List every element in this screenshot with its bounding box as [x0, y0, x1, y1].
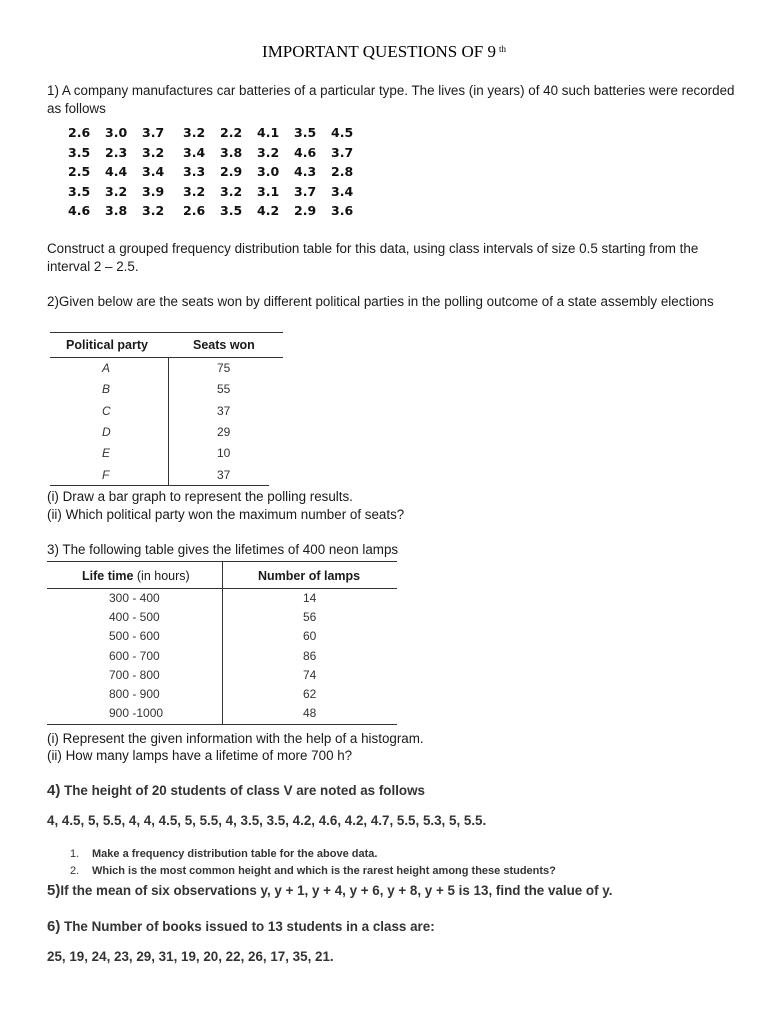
battery-value: 3.0 — [257, 164, 280, 180]
q6-data: 25, 19, 24, 23, 29, 31, 19, 20, 22, 26, 17, 35, 21. — [47, 949, 334, 964]
battery-value: 4.6 — [68, 203, 91, 219]
lamps-header-count: Number of lamps — [258, 569, 361, 583]
lamps-range-cell: 400 - 500 — [109, 610, 160, 625]
seats-party-cell: D — [102, 424, 111, 439]
list-item — [70, 863, 556, 880]
q2-sub1: (i) Draw a bar graph to represent the polling results. — [47, 489, 353, 504]
q6-heading — [47, 918, 737, 936]
battery-value: 3.2 — [257, 144, 280, 160]
lamps-count-cell: 60 — [303, 629, 317, 644]
battery-data-row — [68, 201, 368, 221]
seats-party-cell: F — [102, 467, 110, 482]
battery-value: 3.3 — [183, 164, 206, 180]
seats-won-cell: 37 — [217, 467, 231, 482]
q5-number: 5) — [47, 882, 61, 899]
q5-text: If the mean of six observations y, y + 1, y + 4, y + 6, y + 8, y + 5 is 13, find the value of y. — [60, 883, 613, 898]
battery-data-grid — [68, 123, 368, 221]
table-rule — [50, 357, 283, 358]
lamps-range-cell: 600 - 700 — [109, 648, 160, 663]
battery-value: 3.2 — [220, 183, 243, 199]
q4-number: 4) — [47, 782, 61, 799]
battery-value: 3.7 — [142, 125, 165, 141]
lamps-header-lifetime-bold: Life time — [82, 569, 134, 583]
list-number: 2. — [70, 865, 80, 877]
list-text: Which is the most common height and which is the rarest height among these students? — [92, 865, 556, 877]
battery-value: 3.2 — [183, 183, 206, 199]
lamps-count-cell: 74 — [303, 667, 317, 682]
battery-value: 3.5 — [220, 203, 243, 219]
lamps-range-cell: 800 - 900 — [109, 687, 160, 701]
seats-party-cell: C — [102, 403, 111, 418]
battery-value: 4.5 — [331, 125, 354, 141]
lamps-range-cell: 300 - 400 — [109, 591, 160, 605]
battery-value: 3.5 — [68, 183, 91, 199]
seats-won-cell: 37 — [217, 403, 231, 418]
battery-value: 2.5 — [68, 164, 91, 180]
battery-value: 4.4 — [105, 164, 128, 180]
lamps-count-cell: 62 — [303, 687, 317, 701]
battery-value: 3.5 — [294, 125, 317, 141]
lamps-range-cell: 900 -1000 — [109, 706, 164, 721]
q1-text: 1) A company manufactures car batteries of a particular type. The lives (in years) of 40 such batteries were recorded as follows — [47, 83, 735, 116]
battery-value: 3.1 — [257, 183, 280, 199]
seats-won-cell: 75 — [217, 361, 231, 375]
battery-value: 4.6 — [294, 144, 317, 160]
battery-data-row — [68, 143, 368, 163]
q5-heading — [47, 882, 737, 900]
battery-value: 3.2 — [142, 144, 165, 160]
table-rule — [222, 561, 223, 724]
table-rule — [47, 724, 397, 725]
lamps-range-cell: 700 - 800 — [109, 667, 160, 682]
battery-data-row — [68, 182, 368, 202]
q4-heading — [47, 782, 737, 800]
battery-value: 3.9 — [142, 183, 165, 199]
battery-value: 2.3 — [105, 144, 128, 160]
battery-value: 2.8 — [331, 164, 354, 180]
seats-won-cell: 29 — [217, 424, 231, 439]
battery-value: 2.9 — [294, 203, 317, 219]
page-title — [0, 42, 768, 62]
battery-data-row — [68, 123, 368, 143]
list-item — [70, 846, 556, 863]
q1-instruction: Construct a grouped frequency distribution table for this data, using class intervals of size 0.5 starting from the interval 2 – 2.5. — [47, 241, 699, 274]
battery-value: 3.4 — [331, 183, 354, 199]
page-title-sup: th — [498, 44, 506, 54]
lamps-count-cell: 14 — [303, 591, 317, 605]
battery-value: 3.2 — [105, 183, 128, 199]
lamps-header-lifetime-unit: (in hours) — [133, 569, 190, 583]
q2-text: 2)Given below are the seats won by different political parties in the polling outcome of a state assembly elections — [47, 294, 714, 309]
q3-text: 3) The following table gives the lifetimes of 400 neon lamps — [47, 542, 399, 557]
battery-value: 2.2 — [220, 125, 243, 141]
battery-value: 3.7 — [331, 144, 354, 160]
table-rule — [50, 485, 269, 486]
battery-value: 3.0 — [105, 125, 128, 141]
lamps-count-cell: 86 — [303, 648, 317, 663]
q3-sub1: (i) Represent the given information with the help of a histogram. — [47, 731, 424, 746]
q6-number: 6) — [47, 918, 61, 935]
q2-sub2: (ii) Which political party won the maximum number of seats? — [47, 507, 405, 522]
battery-value: 3.6 — [331, 203, 354, 219]
battery-value: 4.3 — [294, 164, 317, 180]
battery-value: 2.9 — [220, 164, 243, 180]
list-text: Make a frequency distribution table for the above data. — [92, 848, 378, 860]
lamps-count-cell: 56 — [303, 610, 317, 625]
battery-value: 3.2 — [142, 203, 165, 219]
lamps-header-lifetime — [82, 569, 190, 583]
seats-won-cell: 10 — [217, 446, 231, 461]
lamps-range-cell: 500 - 600 — [109, 629, 160, 644]
q4-data: 4, 4.5, 5, 5.5, 4, 4, 4.5, 5, 5.5, 4, 3.5, 3.5, 4.2, 4.6, 4.2, 4.7, 5.5, 5.3, 5, 5.5. — [47, 813, 487, 828]
battery-value: 3.8 — [220, 144, 243, 160]
battery-value: 3.4 — [142, 164, 165, 180]
battery-value: 4.2 — [257, 203, 280, 219]
battery-value: 4.1 — [257, 125, 280, 141]
battery-data-row — [68, 162, 368, 182]
seats-won-cell: 55 — [217, 382, 231, 397]
q4-text: The height of 20 students of class V are noted as follows — [64, 783, 425, 798]
table-rule — [50, 332, 283, 333]
list-number: 1. — [70, 848, 80, 860]
q4-list — [70, 846, 556, 880]
lamps-count-cell: 48 — [303, 706, 317, 721]
q3-sub2: (ii) How many lamps have a lifetime of more 700 h? — [47, 748, 353, 763]
seats-party-cell: E — [102, 446, 111, 461]
seats-header-won: Seats won — [193, 338, 255, 352]
page-title-text: IMPORTANT QUESTIONS OF 9 — [262, 42, 496, 61]
seats-party-cell: A — [102, 361, 111, 375]
q6-text: The Number of books issued to 13 students in a class are: — [64, 919, 435, 934]
battery-value: 3.4 — [183, 144, 206, 160]
battery-value: 3.2 — [183, 125, 206, 141]
battery-value: 2.6 — [183, 203, 206, 219]
battery-value: 2.6 — [68, 125, 91, 141]
battery-value: 3.5 — [68, 144, 91, 160]
battery-value: 3.7 — [294, 183, 317, 199]
seats-header-party: Political party — [66, 338, 148, 352]
table-rule — [168, 357, 169, 485]
seats-party-cell: B — [102, 382, 111, 397]
battery-value: 3.8 — [105, 203, 128, 219]
